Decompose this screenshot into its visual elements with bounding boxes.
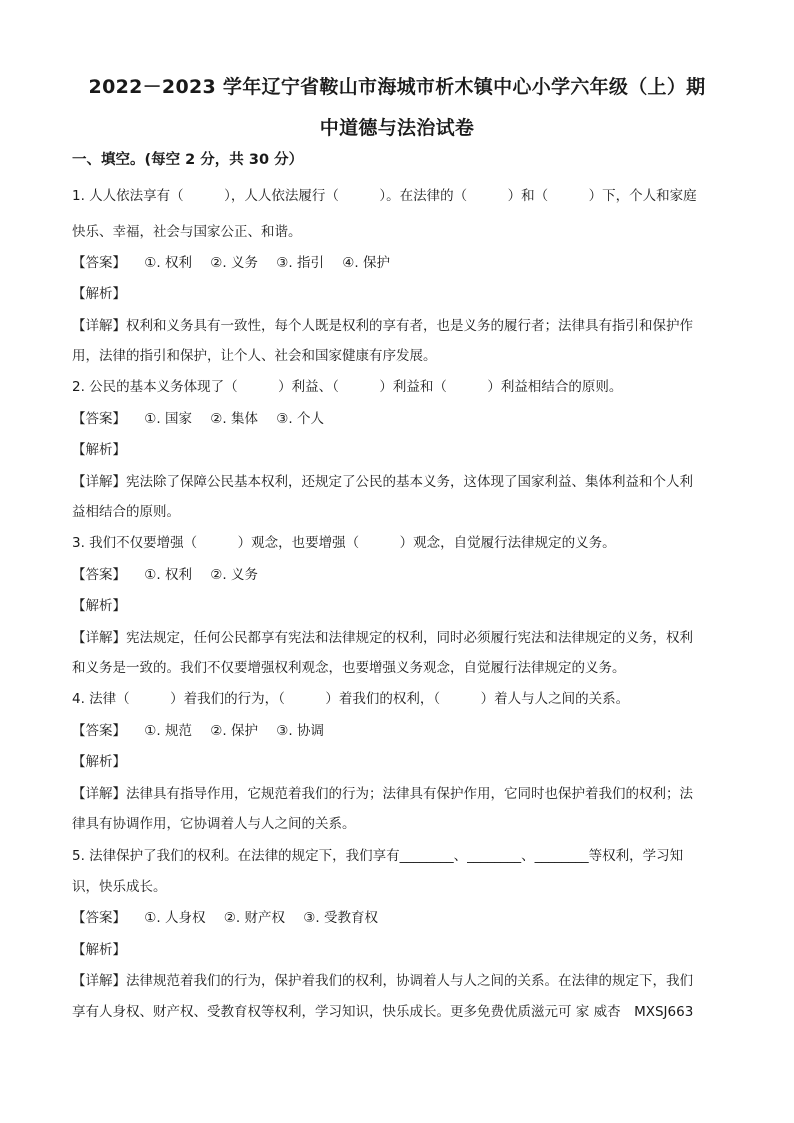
question-5-answer (72, 908, 732, 928)
option-number: ② (210, 255, 223, 271)
question-3-detail-line2: 和义务是一致的。我们不仅要增强权利观念，也要增强义务观念，自觉履行法律规定的义务。 (72, 660, 626, 676)
option-text: 国家 (165, 411, 192, 427)
answer-option: ③. 指引 (276, 255, 324, 271)
option-number: ③ (276, 723, 289, 739)
option-text: 受教育权 (324, 910, 378, 926)
answer-option: ①. 权利 (144, 255, 192, 271)
option-text: 指引 (297, 255, 324, 271)
question-4-line1: 4. 法律（ ）着我们的行为，（ ）着我们的权利，（ ）着人与人之间的关系。 (72, 691, 630, 707)
answer-label: 【答案】 (72, 723, 126, 739)
option-text: 规范 (165, 723, 192, 739)
question-3-answer (72, 565, 732, 585)
question-1-line1: 1. 人人依法享有（ ），人人依法履行（ ）。在法律的（ ）和（ ）下，个人和家庭 (72, 188, 697, 204)
answer-option: ③. 受教育权 (303, 910, 378, 926)
answer-option: ②. 集体 (210, 411, 258, 427)
option-number: ① (144, 255, 157, 271)
option-number: ② (223, 910, 236, 926)
option-text: 义务 (231, 255, 258, 271)
question-1-detail-line2: 用，法律的指引和保护，让个人、社会和国家健康有序发展。 (72, 348, 437, 364)
answer-label: 【答案】 (72, 255, 126, 271)
answer-option: ②. 财产权 (223, 910, 285, 926)
option-number: ② (210, 723, 223, 739)
question-5-line1: 5. 法律保护了我们的权利。在法律的规定下，我们享有________、________、________等权利，学习知 (72, 848, 684, 864)
question-4-detail-line2: 律具有协调作用，它协调着人与人之间的关系。 (72, 816, 356, 832)
question-2-line1: 2. 公民的基本义务体现了（ ）利益、（ ）利益和（ ）利益相结合的原则。 (72, 379, 623, 395)
question-4-detail-line1: 【详解】法律具有指导作用，它规范着我们的行为；法律具有保护作用，它同时也保护着我们的权利；法 (72, 786, 693, 802)
answer-option: ①. 权利 (144, 567, 192, 583)
answer-option: ①. 人身权 (144, 910, 206, 926)
option-text: 权利 (165, 567, 192, 583)
option-number: ① (144, 910, 157, 926)
section-heading: 一、填空。(每空 2 分，共 30 分） (72, 152, 304, 168)
question-4-answer (72, 721, 732, 741)
question-2-detail-line2: 益相结合的原则。 (72, 504, 180, 520)
question-3-line1: 3. 我们不仅要增强（ ）观念，也要增强（ ）观念，自觉履行法律规定的义务。 (72, 535, 616, 551)
analysis-label: 【解析】 (72, 754, 126, 770)
page-title-line1: 2022－2023 学年辽宁省鞍山市海城市析木镇中心小学六年级（上）期 (88, 76, 706, 98)
answer-option: ③. 协调 (276, 723, 324, 739)
option-number: ③ (276, 255, 289, 271)
question-2-detail-line1: 【详解】宪法除了保障公民基本权利，还规定了公民的基本义务，这体现了国家利益、集体利益和个人利 (72, 474, 693, 490)
option-text: 财产权 (244, 910, 285, 926)
option-text: 义务 (231, 567, 258, 583)
answer-option: ③. 个人 (276, 411, 324, 427)
answer-option: ②. 义务 (210, 255, 258, 271)
answer-label: 【答案】 (72, 567, 126, 583)
question-2-answer (72, 409, 732, 429)
option-number: ④ (342, 255, 355, 271)
analysis-label: 【解析】 (72, 942, 126, 958)
question-5-line2: 识，快乐成长。 (72, 879, 167, 895)
question-3-detail-line1: 【详解】宪法规定，任何公民都享有宪法和法律规定的权利，同时必须履行宪法和法律规定的义务，权利 (72, 630, 693, 646)
answer-option: ①. 规范 (144, 723, 192, 739)
answer-label: 【答案】 (72, 411, 126, 427)
option-text: 权利 (165, 255, 192, 271)
analysis-label: 【解析】 (72, 286, 126, 302)
option-number: ② (210, 567, 223, 583)
option-text: 保护 (363, 255, 390, 271)
answer-option: ②. 义务 (210, 567, 258, 583)
answer-option: ④. 保护 (342, 255, 390, 271)
analysis-label: 【解析】 (72, 598, 126, 614)
option-text: 集体 (231, 411, 258, 427)
option-number: ③ (303, 910, 316, 926)
option-text: 个人 (297, 411, 324, 427)
answer-option: ②. 保护 (210, 723, 258, 739)
option-number: ① (144, 723, 157, 739)
option-number: ① (144, 411, 157, 427)
answer-label: 【答案】 (72, 910, 126, 926)
option-number: ② (210, 411, 223, 427)
option-text: 协调 (297, 723, 324, 739)
option-number: ③ (276, 411, 289, 427)
question-5-detail-line1: 【详解】法律规范着我们的行为，保护着我们的权利，协调着人与人之间的关系。在法律的规定下，我们 (72, 973, 693, 989)
question-5-detail-line2: 享有人身权、财产权、受教育权等权利，学习知识，快乐成长。更多免费优质滋元可 家 威杏 MXSJ663 (72, 1004, 694, 1020)
option-number: ① (144, 567, 157, 583)
analysis-label: 【解析】 (72, 442, 126, 458)
option-text: 保护 (231, 723, 258, 739)
question-1-detail-line1: 【详解】权利和义务具有一致性，每个人既是权利的享有者，也是义务的履行者；法律具有指引和保护作 (72, 318, 693, 334)
option-text: 人身权 (165, 910, 206, 926)
answer-option: ①. 国家 (144, 411, 192, 427)
question-1-answer (72, 253, 732, 273)
page-title-line2: 中道德与法治试卷 (319, 117, 475, 139)
question-1-line2: 快乐、幸福，社会与国家公正、和谐。 (72, 224, 302, 240)
